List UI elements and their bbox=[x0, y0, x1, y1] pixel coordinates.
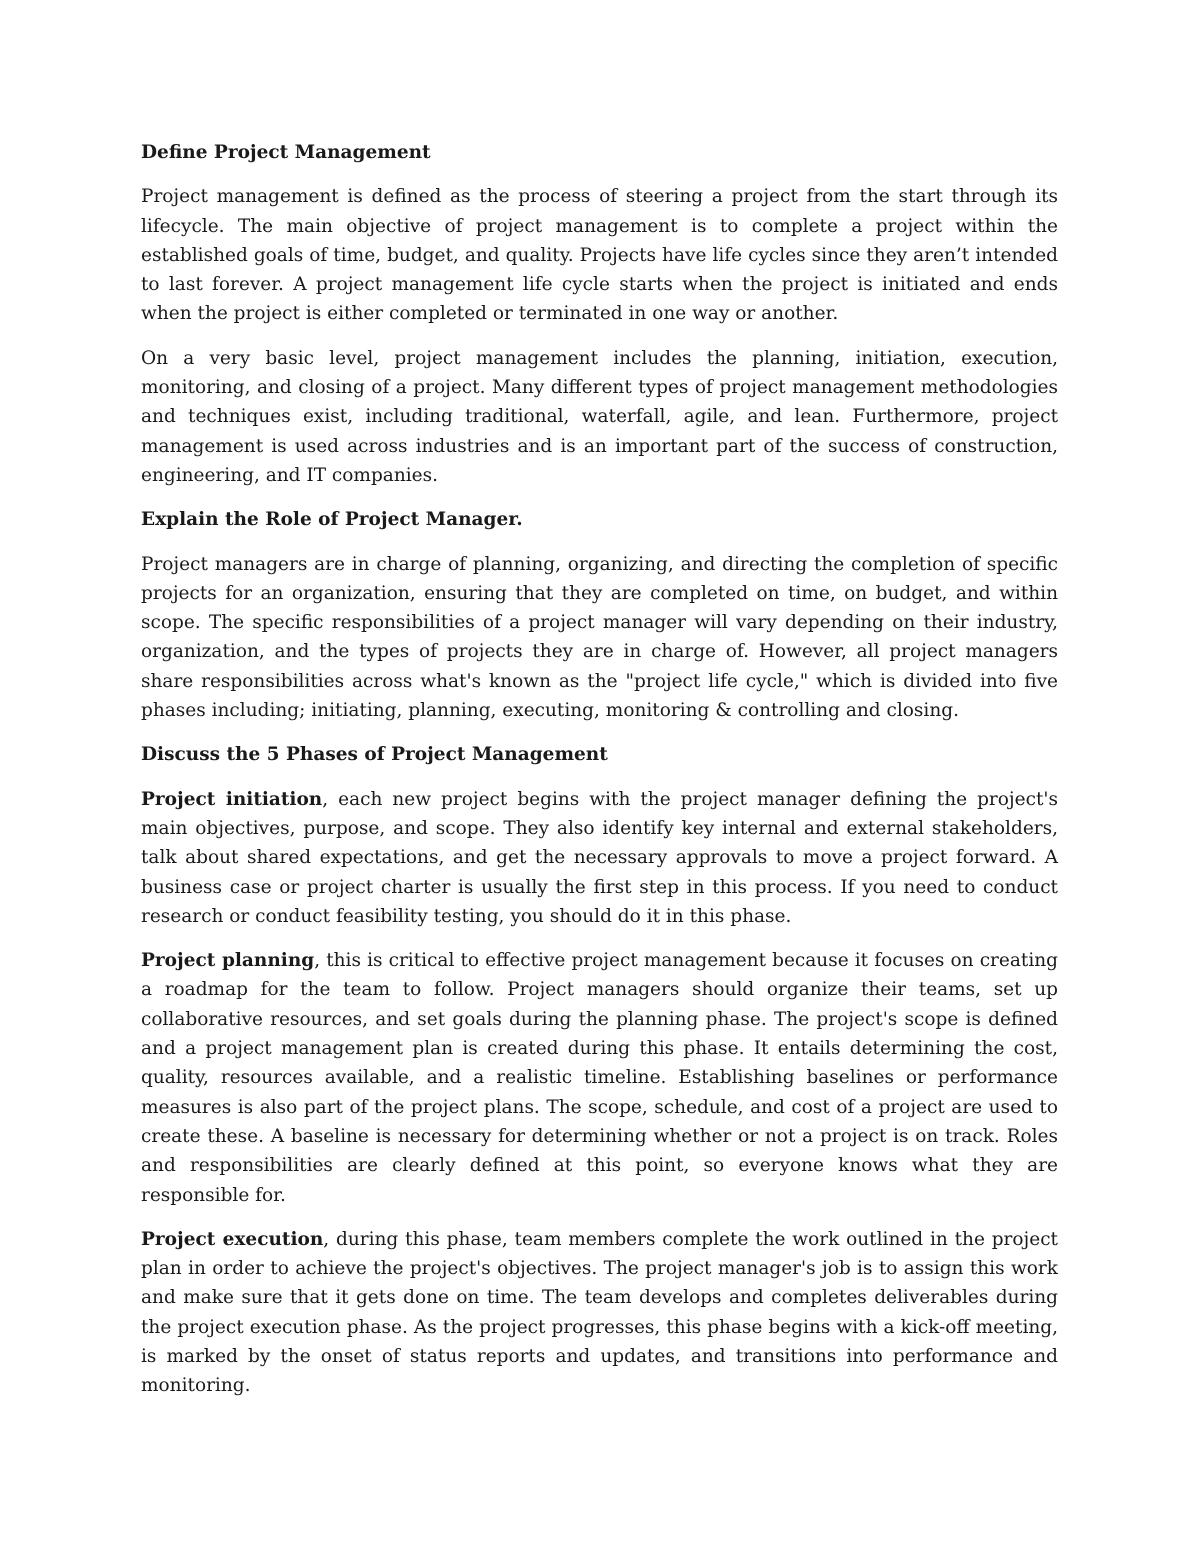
paragraph-basic-level: On a very basic level, project management includes the planning, initiation, execution, monitoring, and closing of a project. Many different types of project management methodologies and techniques exist, including traditional, waterfall, agile, and lean. Furthermore, project management is used across industries and is an important part of the success of construction, engineering, and IT companies. bbox=[141, 347, 1058, 486]
phase-text-initiation: , each new project begins with the project manager defining the project's main objectives, purpose, and scope. They also identify key internal and external stakeholders, talk about shared expectations, and get the necessary approvals to move a project forward. A business case or project charter is usually the first step in this process. If you need to conduct research or conduct feasibility testing, you should do it in this phase. bbox=[141, 788, 1058, 927]
document-page bbox=[141, 138, 1058, 1416]
phase-title-initiation: Project initiation bbox=[141, 788, 323, 810]
section-heading-role: Explain the Role of Project Manager. bbox=[141, 509, 523, 531]
section-heading-define: Define Project Management bbox=[141, 142, 431, 163]
phase-title-planning: Project planning bbox=[141, 950, 315, 972]
paragraph-role: Project managers are in charge of planning, organizing, and directing the completion of specific projects for an organization, ensuring that they are completed on time, on budget, and within scope. The specific responsibilities of a project manager will vary depending on their industry, organization, and the types of projects they are in charge of. However, all project managers share responsibilities across what's known as the "project life cycle," which is divided into five phases including; initiating, planning, executing, monitoring & controlling and closing. bbox=[141, 553, 1058, 722]
phase-paragraph-planning bbox=[141, 946, 1058, 1210]
paragraph-definition: Project management is defined as the process of steering a project from the start through its lifecycle. The main objective of project management is to complete a project within the established goals of time, budget, and quality. Projects have life cycles since they aren’t intended to last forever. A project management life cycle starts when the project is initiated and ends when the project is either completed or terminated in one way or another. bbox=[141, 186, 1058, 325]
phase-title-execution: Project execution bbox=[141, 1228, 324, 1250]
section-heading-phases: Discuss the 5 Phases of Project Management bbox=[141, 744, 608, 766]
phase-text-execution: , during this phase, team members complete the work outlined in the project plan in order to achieve the project's objectives. The project manager's job is to assign this work and make sure that it gets done on time. The team develops and completes deliverables during the project execution phase. As the project progresses, this phase begins with a kick-off meeting, is marked by the onset of status reports and updates, and transitions into performance and monitoring. bbox=[141, 1228, 1058, 1397]
phase-paragraph-execution bbox=[141, 1225, 1058, 1401]
phase-text-planning: , this is critical to effective project management because it focuses on creating a roadmap for the team to follow. Project managers should organize their teams, set up collaborative resources, and set goals during the planning phase. The project's scope is defined and a project management plan is created during this phase. It entails determining the cost, quality, resources available, and a realistic timeline. Establishing baselines or performance measures is also part of the project plans. The scope, schedule, and cost of a project are used to create these. A baseline is necessary for determining whether or not a project is on track. Roles and responsibilities are clearly defined at this point, so everyone knows what they are responsible for. bbox=[141, 950, 1058, 1206]
phase-paragraph-initiation bbox=[141, 785, 1058, 931]
